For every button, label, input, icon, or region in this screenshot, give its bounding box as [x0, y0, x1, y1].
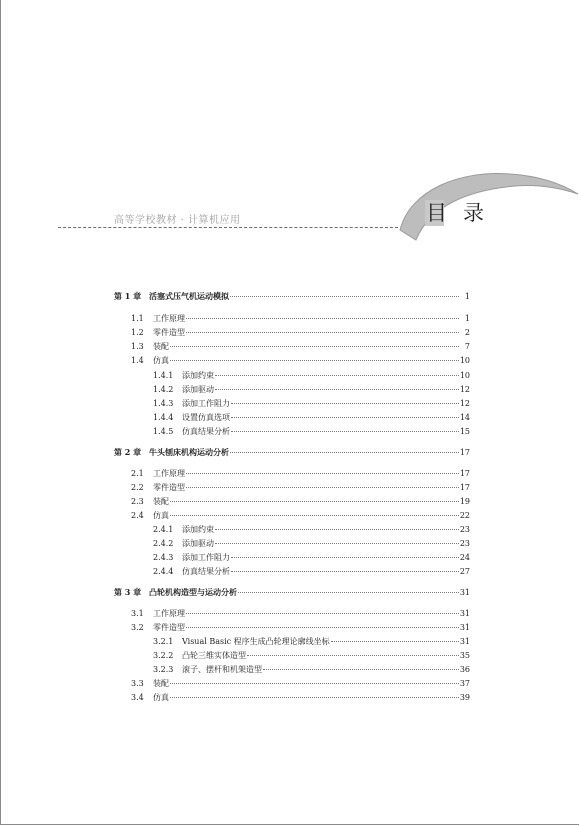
page-number: 31 — [459, 609, 470, 618]
dot-leader — [186, 473, 459, 474]
toc-subsection-1-4-5[interactable] — [153, 426, 470, 438]
toc-section-2-3[interactable] — [131, 496, 470, 508]
dot-leader — [186, 332, 459, 333]
dot-leader — [331, 641, 459, 642]
dot-leader — [186, 627, 459, 628]
section-title: 工作原理 — [153, 314, 185, 323]
toc-subsection-3-2-2[interactable] — [153, 650, 470, 662]
toc-chapter-1[interactable] — [114, 291, 470, 303]
section-title: 装配 — [153, 342, 169, 351]
toc-subsection-1-4-3[interactable] — [153, 398, 470, 410]
subsection-title: 设置仿真选项 — [182, 413, 230, 422]
toc-chapter-3[interactable] — [114, 587, 470, 599]
dot-leader — [231, 557, 459, 558]
page-number: 27 — [459, 567, 470, 576]
page-number: 17 — [459, 469, 470, 478]
toc-section-2-4[interactable] — [131, 510, 470, 522]
page-number: 31 — [459, 623, 470, 632]
toc-subsection-2-4-4[interactable] — [153, 566, 470, 578]
section-title: 零件造型 — [153, 328, 185, 337]
section-number: 1.3 — [131, 342, 144, 351]
dot-leader — [230, 452, 459, 453]
dot-leader — [215, 529, 459, 530]
section-number: 2.2 — [131, 483, 144, 492]
chapter-title: 活塞式压气机运动模拟 — [149, 292, 229, 301]
section-title: 工作原理 — [153, 469, 185, 478]
page-number: 31 — [459, 637, 470, 646]
subsection-number: 3.2.1 — [153, 637, 174, 646]
chapter-title: 凸轮机构造型与运动分析 — [149, 588, 237, 597]
toc-subsection-2-4-3[interactable] — [153, 552, 470, 564]
subsection-number: 2.4.2 — [153, 539, 174, 548]
toc-subsection-2-4-2[interactable] — [153, 538, 470, 550]
toc-chapter-2[interactable] — [114, 447, 470, 459]
chapter-number: 第 1 章 — [114, 291, 142, 301]
page-number: 23 — [459, 525, 470, 534]
page-number: 12 — [459, 385, 470, 394]
section-title: 零件造型 — [153, 483, 185, 492]
page-number: 17 — [459, 448, 470, 457]
chapter-number: 第 2 章 — [114, 447, 142, 457]
decorative-arc — [390, 160, 580, 250]
subsection-number: 2.4.1 — [153, 525, 174, 534]
page-number: 14 — [459, 413, 470, 422]
dot-leader — [170, 360, 459, 361]
section-title: 仿真 — [153, 693, 169, 702]
toc-title-char-1: 目 — [426, 201, 447, 225]
toc-subsection-2-4-1[interactable] — [153, 524, 470, 536]
subsection-title: 滚子、摆杆和机架造型 — [182, 665, 262, 674]
dot-leader — [170, 683, 459, 684]
chapter-number: 第 3 章 — [114, 587, 142, 597]
toc-section-3-1[interactable] — [131, 608, 470, 620]
page-number: 35 — [459, 651, 470, 660]
subsection-title: 仿真结果分析 — [182, 427, 230, 436]
subsection-number: 2.4.4 — [153, 567, 174, 576]
toc-section-2-2[interactable] — [131, 482, 470, 494]
section-title: 工作原理 — [153, 609, 185, 618]
subsection-title: 仿真结果分析 — [182, 567, 230, 576]
dot-leader — [230, 296, 459, 297]
page-number: 37 — [459, 679, 470, 688]
section-number: 3.4 — [131, 693, 144, 702]
toc-section-1-1[interactable] — [131, 313, 470, 325]
page-number: 1 — [464, 314, 470, 323]
dot-leader — [170, 697, 459, 698]
dot-leader — [170, 346, 459, 347]
toc-section-3-2[interactable] — [131, 622, 470, 634]
toc-subsection-1-4-2[interactable] — [153, 384, 470, 396]
section-number: 3.3 — [131, 679, 144, 688]
subsection-number: 3.2.3 — [153, 665, 174, 674]
toc-section-1-4[interactable] — [131, 355, 470, 367]
dot-leader — [186, 487, 459, 488]
dot-leader — [170, 515, 459, 516]
page-number: 19 — [459, 497, 470, 506]
page-number: 2 — [464, 328, 470, 337]
toc-section-1-3[interactable] — [131, 341, 470, 353]
toc-subsection-3-2-1[interactable] — [153, 636, 470, 648]
subsection-number: 1.4.1 — [153, 371, 174, 380]
page-number: 12 — [459, 399, 470, 408]
dot-leader — [231, 571, 459, 572]
subsection-title: Visual Basic 程序生成凸轮理论廓线坐标 — [182, 637, 330, 646]
subsection-title: 添加工作阻力 — [182, 399, 230, 408]
section-number: 3.2 — [131, 623, 144, 632]
page-number: 39 — [459, 693, 470, 702]
toc-subsection-1-4-4[interactable] — [153, 412, 470, 424]
toc-section-1-2[interactable] — [131, 327, 470, 339]
dot-leader — [263, 669, 459, 670]
section-title: 装配 — [153, 497, 169, 506]
page-number: 23 — [459, 539, 470, 548]
toc-subsection-1-4-1[interactable] — [153, 370, 470, 382]
section-number: 2.4 — [131, 511, 144, 520]
page-number: 7 — [464, 342, 470, 351]
dot-leader — [247, 655, 459, 656]
dot-leader — [238, 592, 459, 593]
toc-section-2-1[interactable] — [131, 468, 470, 480]
page-number: 1 — [464, 292, 470, 301]
subsection-number: 3.2.2 — [153, 651, 174, 660]
page-number: 10 — [459, 356, 470, 365]
subsection-title: 添加驱动 — [182, 539, 214, 548]
dot-leader — [231, 403, 459, 404]
dot-leader — [186, 318, 459, 319]
page-number: 22 — [459, 511, 470, 520]
page-number: 15 — [459, 427, 470, 436]
page-number: 17 — [459, 483, 470, 492]
series-title: 高等学校教材 · 计算机应用 — [114, 215, 241, 226]
dot-leader — [231, 431, 459, 432]
chapter-title: 牛头刨床机构运动分析 — [149, 448, 229, 457]
subsection-number: 2.4.3 — [153, 553, 174, 562]
subsection-number: 1.4.2 — [153, 385, 174, 394]
toc-section-3-4[interactable] — [131, 692, 470, 704]
subsection-title: 凸轮三维实体造型 — [182, 651, 246, 660]
subsection-title: 添加工作阻力 — [182, 553, 230, 562]
toc-section-3-3[interactable] — [131, 678, 470, 690]
page-number: 10 — [459, 371, 470, 380]
dot-leader — [215, 543, 459, 544]
subsection-title: 添加约束 — [182, 525, 214, 534]
toc-subsection-3-2-3[interactable] — [153, 664, 470, 676]
section-number: 2.3 — [131, 497, 144, 506]
section-number: 1.2 — [131, 328, 144, 337]
subsection-number: 1.4.3 — [153, 399, 174, 408]
dot-leader — [231, 417, 459, 418]
dot-leader — [186, 613, 459, 614]
dot-leader — [170, 501, 459, 502]
section-number: 2.1 — [131, 469, 144, 478]
section-title: 零件造型 — [153, 623, 185, 632]
section-title: 装配 — [153, 679, 169, 688]
section-number: 3.1 — [131, 609, 144, 618]
section-number: 1.1 — [131, 314, 144, 323]
dashed-divider — [58, 227, 398, 228]
section-title: 仿真 — [153, 511, 169, 520]
subsection-number: 1.4.4 — [153, 413, 174, 422]
page-number: 24 — [459, 553, 470, 562]
subsection-number: 1.4.5 — [153, 427, 174, 436]
page-number: 36 — [459, 665, 470, 674]
section-title: 仿真 — [153, 356, 169, 365]
page-number: 31 — [459, 588, 470, 597]
subsection-title: 添加约束 — [182, 371, 214, 380]
section-number: 1.4 — [131, 356, 144, 365]
dot-leader — [215, 375, 459, 376]
toc-title-char-2: 录 — [463, 201, 484, 225]
dot-leader — [215, 389, 459, 390]
subsection-title: 添加驱动 — [182, 385, 214, 394]
